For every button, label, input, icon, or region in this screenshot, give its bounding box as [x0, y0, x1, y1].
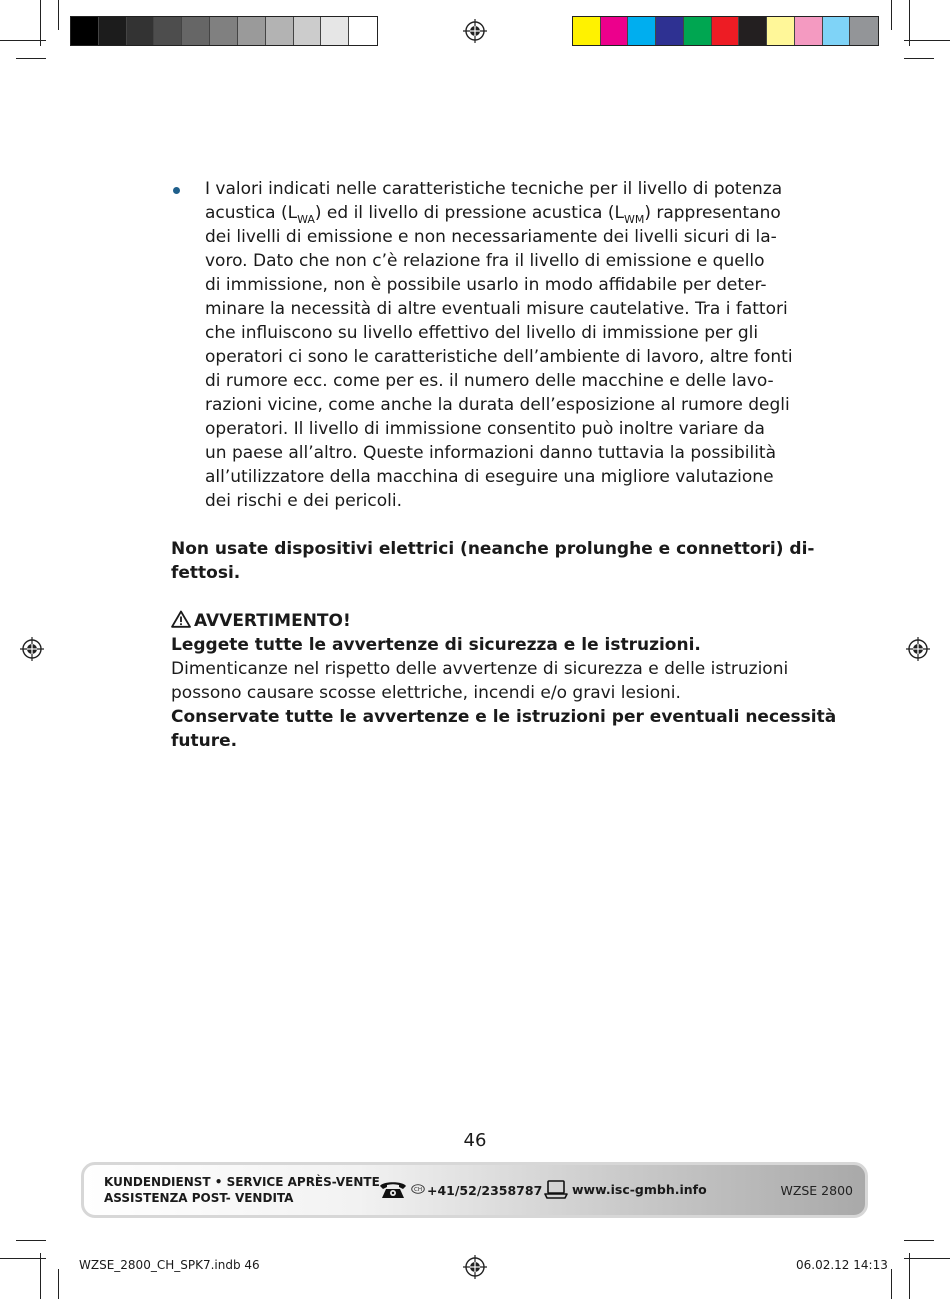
crop-mark — [904, 1258, 950, 1259]
warning-body-cont: possono causare scosse elettriche, incendi e/o gravi lesioni. — [171, 683, 681, 703]
bullet-line: di rumore ecc. come per es. il numero delle macchine e delle lavo- — [205, 371, 774, 391]
model-number: WZSE 2800 — [780, 1183, 853, 1198]
registration-mark-icon — [906, 637, 930, 661]
crop-mark — [16, 1240, 46, 1241]
bullet-line: un paese all’altro. Queste informazioni danno tuttavia la possibilità — [205, 443, 777, 463]
crop-mark — [0, 40, 46, 41]
color-swatch — [294, 17, 322, 45]
crop-mark — [904, 40, 950, 41]
bullet-line: dei rischi e dei pericoli. — [205, 491, 402, 511]
bullet-text — [205, 177, 793, 513]
service-phone: +41/52/2358787 — [427, 1183, 543, 1198]
service-line-2: ASSISTENZA POST- VENDITA — [104, 1191, 294, 1205]
page-content — [171, 177, 837, 753]
ch-badge-label: CH — [413, 1187, 423, 1194]
page-number: 46 — [463, 1130, 487, 1151]
color-swatch — [238, 17, 266, 45]
color-swatch — [573, 17, 601, 45]
defective-devices-notice-cont: fettosi. — [171, 563, 241, 583]
grayscale-color-bar — [70, 16, 378, 46]
keep-instructions-notice-cont: future. — [171, 731, 238, 751]
color-swatch — [266, 17, 294, 45]
warning-triangle-icon — [171, 610, 191, 628]
telephone-icon — [379, 1180, 407, 1200]
bullet-line: razioni vicine, come anche la durata dell’esposizione al rumore degli — [205, 395, 790, 415]
bullet-line: I valori indicati nelle caratteristiche tecniche per il livello di potenza — [205, 179, 783, 199]
warning-body: Dimenticanze nel rispetto delle avvertenze di sicurezza e delle istruzioni — [171, 659, 789, 679]
color-swatch — [656, 17, 684, 45]
bullet-line: dei livelli di emissione e non necessariamente dei livelli sicuri di la- — [205, 227, 777, 247]
color-swatch — [601, 17, 629, 45]
service-footer — [81, 1162, 868, 1218]
warning-title: AVVERTIMENTO! — [194, 611, 351, 631]
crop-mark — [891, 1269, 892, 1299]
crop-mark — [909, 1253, 910, 1299]
registration-mark-icon — [463, 19, 487, 43]
laptop-icon — [544, 1179, 568, 1201]
bullet-line: operatori ci sono le caratteristiche dell’ambiente di lavoro, altre fonti — [205, 347, 793, 367]
noise-info-bullet — [171, 177, 793, 513]
color-swatch — [99, 17, 127, 45]
process-color-bar — [572, 16, 879, 46]
color-swatch — [767, 17, 795, 45]
color-swatch — [182, 17, 210, 45]
color-swatch — [210, 17, 238, 45]
text-fragment: ) rappresentano — [644, 203, 781, 223]
bullet-line: che influiscono su livello effettivo del livello di immissione per gli — [205, 323, 759, 343]
keep-instructions-notice: Conservate tutte le avvertenze e le istruzioni per eventuali necessità — [171, 707, 837, 727]
crop-mark — [891, 0, 892, 30]
crop-mark — [0, 1258, 46, 1259]
crop-mark — [904, 58, 934, 59]
service-label — [104, 1174, 380, 1206]
service-line-1: KUNDENDIENST • SERVICE APRÈS-VENTE — [104, 1175, 380, 1189]
crop-mark — [40, 1253, 41, 1299]
color-swatch — [795, 17, 823, 45]
bullet-line: all’utilizzatore della macchina di eseguire una migliore valutazione — [205, 467, 774, 487]
warning-heading — [171, 609, 786, 633]
crop-mark — [58, 1269, 59, 1299]
subscript-wm: WM — [623, 213, 645, 226]
text-fragment: acustica (L — [205, 203, 298, 223]
text-fragment: ) ed il livello di pressione acustica (L — [314, 203, 624, 223]
bullet-line: voro. Dato che non c’è relazione fra il livello di emissione e quello — [205, 251, 765, 271]
crop-mark — [904, 1240, 934, 1241]
defective-devices-notice: Non usate dispositivi elettrici (neanche prolunghe e connettori) di- — [171, 539, 815, 559]
color-swatch — [850, 17, 878, 45]
subscript-wa: WA — [297, 213, 315, 226]
color-swatch — [71, 17, 99, 45]
bullet-line: minare la necessità di altre eventuali misure cautelative. Tra i fattori — [205, 299, 788, 319]
ch-badge-icon — [411, 1184, 425, 1194]
registration-mark-icon — [20, 637, 44, 661]
crop-mark — [58, 0, 59, 30]
bullet-line-with-subscripts — [205, 201, 786, 225]
color-swatch — [349, 17, 377, 45]
crop-mark — [16, 58, 46, 59]
color-swatch — [684, 17, 712, 45]
bullet-line: di immissione, non è possibile usarlo in modo affidabile per deter- — [205, 275, 767, 295]
service-website[interactable]: www.isc-gmbh.info — [572, 1182, 707, 1197]
print-slug-file: WZSE_2800_CH_SPK7.indb 46 — [79, 1258, 260, 1272]
color-swatch — [127, 17, 155, 45]
color-swatch — [321, 17, 349, 45]
color-swatch — [154, 17, 182, 45]
color-swatch — [739, 17, 767, 45]
registration-mark-icon — [463, 1255, 487, 1279]
bullet-line: operatori. Il livello di immissione consentito può inoltre variare da — [205, 419, 765, 439]
color-swatch — [823, 17, 851, 45]
color-swatch — [712, 17, 740, 45]
print-slug-date: 06.02.12 14:13 — [796, 1258, 888, 1272]
warning-subtitle: Leggete tutte le avvertenze di sicurezza e le istruzioni. — [171, 635, 701, 655]
color-swatch — [628, 17, 656, 45]
bullet-dot-icon — [173, 187, 180, 194]
